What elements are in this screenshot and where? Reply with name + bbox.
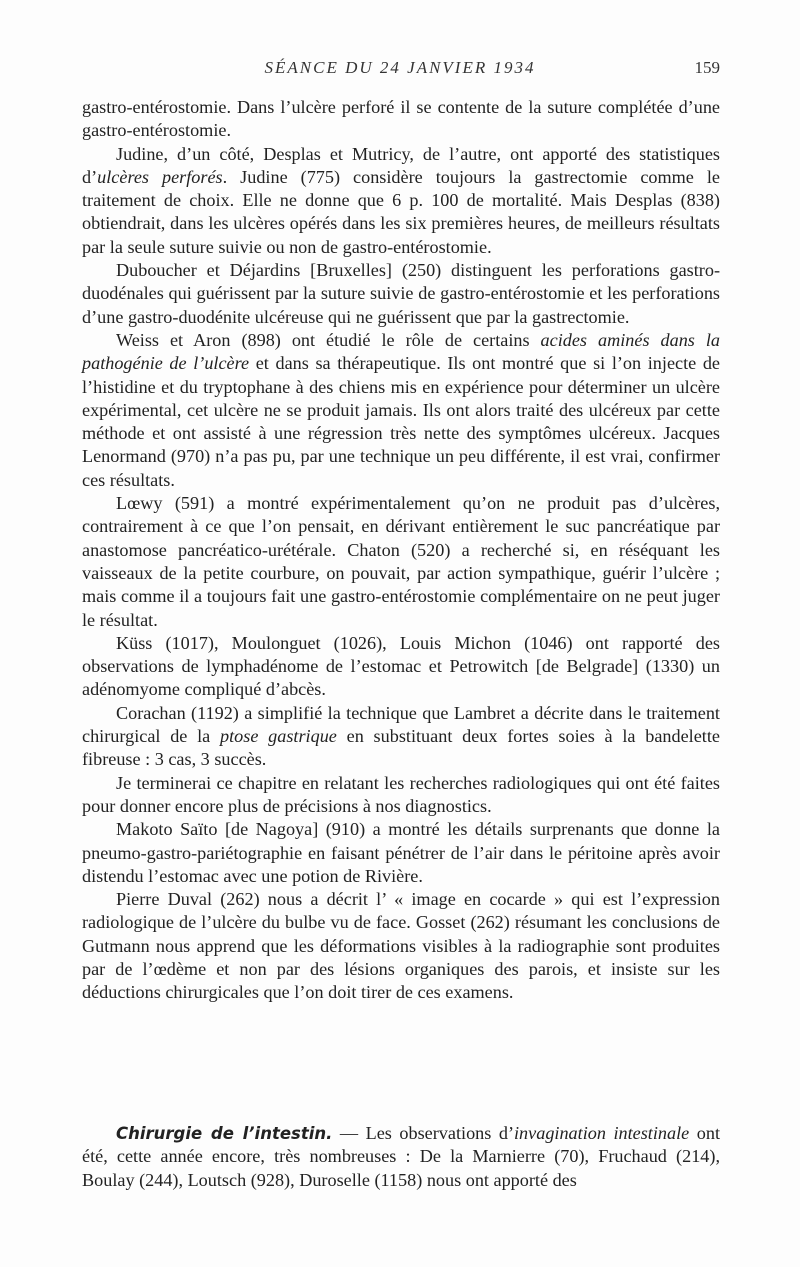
paragraph — [82, 329, 720, 492]
text-run: ont été, cette année encore, très nombreuses : De la Marnierre (70), Fruchaud (214), Boulay (244), Loutsch (928), Duroselle (1158) nous ont apporté des — [82, 1123, 720, 1190]
running-header — [80, 58, 720, 88]
paragraph — [82, 818, 720, 888]
paragraph — [82, 632, 720, 702]
running-title: SÉANCE DU 24 JANVIER 1934 — [264, 58, 536, 77]
paragraph — [82, 492, 720, 632]
italic-text: acides aminés dans la pathogénie de l’ulcère — [82, 329, 720, 374]
text-run: Judine, d’un côté, Desplas et Mutricy, de l’autre, ont apporté des statistiques d’ — [82, 143, 720, 187]
paragraph — [82, 143, 720, 259]
italic-text: ulcères perforés — [97, 166, 223, 187]
text-run: gastro-entérostomie. Dans l’ulcère perforé il se contente de la suture complétée d’une gastro-entérostomie. — [82, 97, 720, 141]
section-heading: Chirurgie de l’intestin. — [116, 1124, 333, 1143]
text-run: — Les observations d’ — [332, 1123, 514, 1143]
text-run: Lœwy (591) a montré expérimentalement qu’on ne produit pas d’ulcères, contrairement à ce que l’on pensait, en dérivant entièrement le suc pancréatique par anastomose pancréatico-urétérale. Chaton (520) a recherché si, en réséquant les vaisseaux de la petite courbure, on pouvait, par action sympathique, guérir l’ulcère ; mais comme il a toujours fait une gastro-entérostomie complémentaire on ne peut juger le résultat. — [82, 493, 720, 630]
text-run: Pierre Duval (262) nous a décrit l’ « image en cocarde » qui est l’expression radiologique de l’ulcère du bulbe vu de face. Gosset (262) résumant les conclusions de Gutmann nous apprend que les déformations visibles à la radiographie sont produites par de l’œdème et non par des lésions organiques des parois, et insiste sur les déductions chirurgicales que l’on doit tirer de ces examens. — [82, 889, 720, 1003]
section-paragraph — [82, 1122, 720, 1192]
paragraph — [82, 772, 720, 819]
section-intestin — [82, 1122, 720, 1192]
text-run: Je terminerai ce chapitre en relatant les recherches radiologiques qui ont été faites pour donner encore plus de précisions à nos diagnostics. — [82, 772, 720, 816]
paragraph — [82, 96, 720, 143]
body-text — [82, 96, 720, 1005]
text-run: en substituant deux fortes soies à la bandelette fibreuse : 3 cas, 3 succès. — [82, 726, 720, 770]
paragraph — [82, 702, 720, 772]
text-run: et dans sa thérapeutique. Ils ont montré que si l’on injecte de l’histidine et du tryptophane à des chiens mis en expérience pour déterminer un ulcère expérimental, cet ulcère ne se produit jamais. Ils ont alors traité des ulcéreux par cette méthode et ont assisté à une régression très nette des symptômes ulcéreux. Jacques Lenormand (970) n’a pas pu, par une technique un peu différente, il est vrai, confirmer ces résultats. — [82, 353, 721, 490]
text-run: Weiss et Aron (898) ont étudié le rôle de certains — [116, 329, 541, 350]
paragraph — [82, 259, 720, 329]
italic-text: invagination intestinale — [514, 1123, 690, 1143]
text-run: Corachan (1192) a simplifié la technique que Lambret a décrite dans le traitement chirurgical de la — [82, 702, 720, 747]
text-run: . Judine (775) considère toujours la gastrectomie comme le traitement de choix. Elle ne donne que 6 p. 100 de mortalité. Mais Desplas (838) obtiendrait, dans les ulcères opérés dans les six premières heures, de meilleurs résultats par la seule suture suivie ou non de gastro-entérostomie. — [82, 166, 720, 257]
italic-text: ptose gastrique — [220, 726, 337, 747]
text-run: Küss (1017), Moulonguet (1026), Louis Michon (1046) ont rapporté des observations de lymphadénome de l’estomac et Petrowitch [de Belgrade] (1330) un adénomyome compliqué d’abcès. — [82, 632, 720, 700]
text-run: Duboucher et Déjardins [Bruxelles] (250) distinguent les perforations gastro-duodénales qui guérissent par la suture suivie de gastro-entérostomie et les perforations d’une gastro-duodénite ulcéreuse qui ne guérissent que par la gastrectomie. — [82, 260, 720, 327]
paragraph — [82, 888, 720, 1004]
text-run: Makoto Saïto [de Nagoya] (910) a montré les détails surprenants que donne la pneumo-gastro-pariétographie en faisant pénétrer de l’air dans le péritoine après avoir distendu l’estomac avec une potion de Rivière. — [82, 819, 720, 886]
page-number: 159 — [694, 58, 720, 77]
